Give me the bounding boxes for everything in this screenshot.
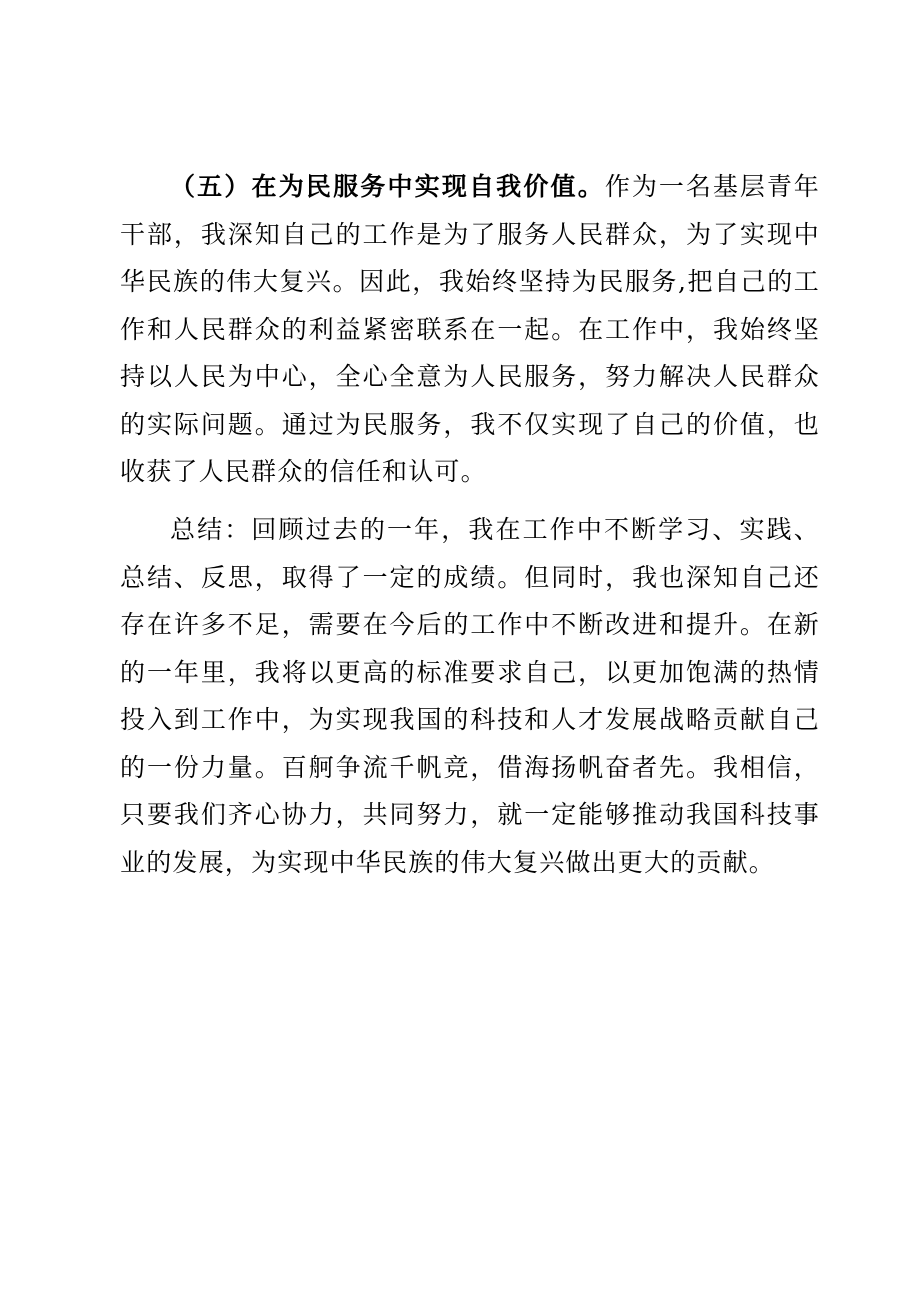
summary-paragraph: 总结：回顾过去的一年，我在工作中不断学习、实践、总结、反思，取得了一定的成绩。但同时，我也深知自己还存在许多不足，需要在今后的工作中不断改进和提升。在新的一年里，我将以更高的标准要求自己，以更加饱满的热情投入到工作中，为实现我国的科技和人才发展战略贡献自己的一份力量。百舸争流千帆竞，借海扬帆奋者先。我相信，只要我们齐心协力，共同努力，就一定能够推动我国科技事业的发展，为实现中华民族的伟大复兴做出更大的贡献。	[120, 515, 820, 877]
section-five-heading: （五）在为民服务中实现自我价值。	[170, 172, 605, 201]
section-five-paragraph	[120, 163, 820, 496]
section-five-body: 作为一名基层青年干部，我深知自己的工作是为了服务人民群众，为了实现中华民族的伟大复兴。因此，我始终坚持为民服务,把自己的工作和人民群众的利益紧密联系在一起。在工作中，我始终坚持以人民为中心，全心全意为人民服务，努力解决人民群众的实际问题。通过为民服务，我不仅实现了自己的价值，也收获了人民群众的信任和认可。	[120, 172, 820, 486]
